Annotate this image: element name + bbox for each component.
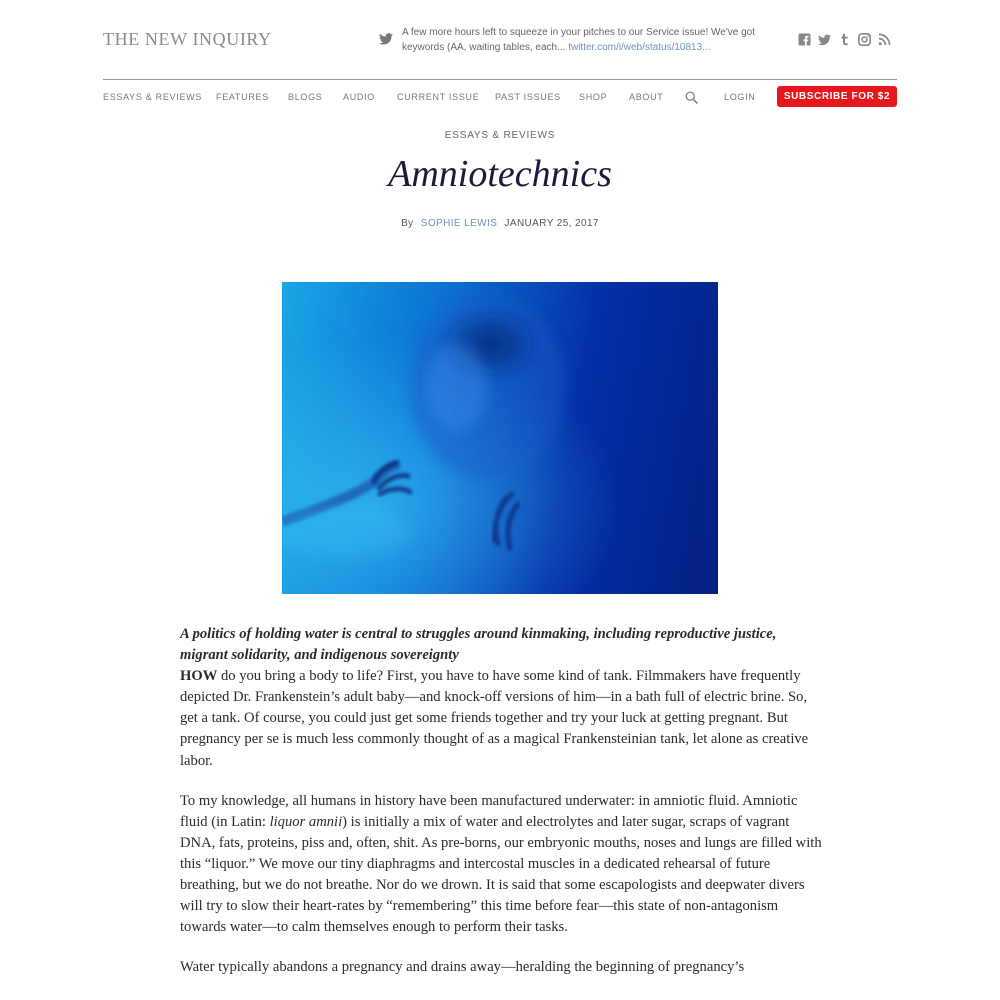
facebook-icon[interactable] — [798, 33, 811, 46]
tweet-text: A few more hours left to squeeze in your pitches to our Service issue! We've got keywords (AA, waiting tables, each... — [402, 27, 756, 53]
nav-past-issues[interactable]: PAST ISSUES — [495, 92, 561, 102]
instagram-icon[interactable] — [858, 33, 871, 46]
nav-about[interactable]: ABOUT — [629, 92, 664, 102]
paragraph-2-text-a: To my knowledge, all humans in history have been manufactured underwater: in amniotic fluid. Amniotic fluid (in Latin: — [180, 792, 798, 830]
article-body — [180, 624, 822, 997]
twitter-icon[interactable] — [818, 33, 831, 46]
nav-current-issue[interactable]: CURRENT ISSUE — [397, 92, 480, 102]
search-icon[interactable] — [685, 91, 698, 104]
article-title: Amniotechnics — [388, 153, 612, 195]
login-link[interactable]: LOGIN — [724, 92, 756, 102]
paragraph-1 — [180, 666, 822, 771]
nav-audio[interactable]: AUDIO — [343, 92, 376, 102]
paragraph-3: Water typically abandons a pregnancy and drains away—heralding the beginning of pregnancy’s — [180, 959, 745, 976]
twitter-icon — [379, 33, 393, 45]
nav-blogs[interactable]: BLOGS — [288, 92, 323, 102]
rss-icon[interactable] — [878, 33, 891, 46]
subscribe-button[interactable]: SUBSCRIBE FOR $2 — [777, 86, 897, 107]
publish-date: JANUARY 25, 2017 — [504, 218, 599, 229]
hero-image — [282, 282, 718, 594]
paragraph-2 — [180, 791, 822, 939]
tweet-link[interactable]: twitter.com/i/web/status/10813... — [568, 42, 711, 53]
social-links — [798, 33, 891, 46]
nav-shop[interactable]: SHOP — [579, 92, 608, 102]
author-link[interactable]: SOPHIE LEWIS — [420, 218, 498, 229]
header-divider — [103, 79, 897, 80]
article-dek: A politics of holding water is central to struggles around kinmaking, including reproductive justice, migrant solidarity, and indigenous sovereignty — [180, 626, 777, 664]
hero-image-art — [282, 282, 718, 594]
latin-term: liquor amnii — [269, 813, 343, 830]
paragraph-2-text-b: ) is initially a mix of water and electrolytes and later sugar, scraps of vagrant DNA, fats, proteins, piss and, often, shit. As pre-borns, our embryonic mouths, noses and lungs are filled with this “liquor.” We move our tiny diaphragms and intercostal muscles in a dedicated rehearsal of future breathing, but we do not breathe. Nor do we drown. It is said that some escapologists and deepwater divers will try to slow their heart-rates by “remembering” this time before fear—this state of non-antagonism towards water—to calm themselves enough to perform their tasks. — [180, 813, 822, 936]
tumblr-icon[interactable] — [838, 33, 851, 46]
nav-essays-reviews[interactable]: ESSAYS & REVIEWS — [103, 92, 203, 102]
article-section[interactable]: ESSAYS & REVIEWS — [444, 130, 556, 141]
nav-features[interactable]: FEATURES — [216, 92, 269, 102]
paragraph-1-text: do you bring a body to life? First, you have to have some kind of tank. Filmmakers have frequently depicted Dr. Frankenstein’s adult baby—and knock-off versions of him—in a bath full of electric brine. So, get a tank. Of course, you could just get some friends together and try your luck at getting pregnant. But pregnancy per se is much less commonly thought of as a magical Frankensteinian tank, let alone as creative labor. — [180, 668, 809, 769]
site-logo[interactable]: THE NEW INQUIRY — [103, 29, 272, 49]
lead-word: HOW — [180, 668, 218, 685]
byline — [0, 218, 1000, 229]
latest-tweet — [402, 25, 774, 55]
byline-prefix: By — [401, 218, 414, 229]
